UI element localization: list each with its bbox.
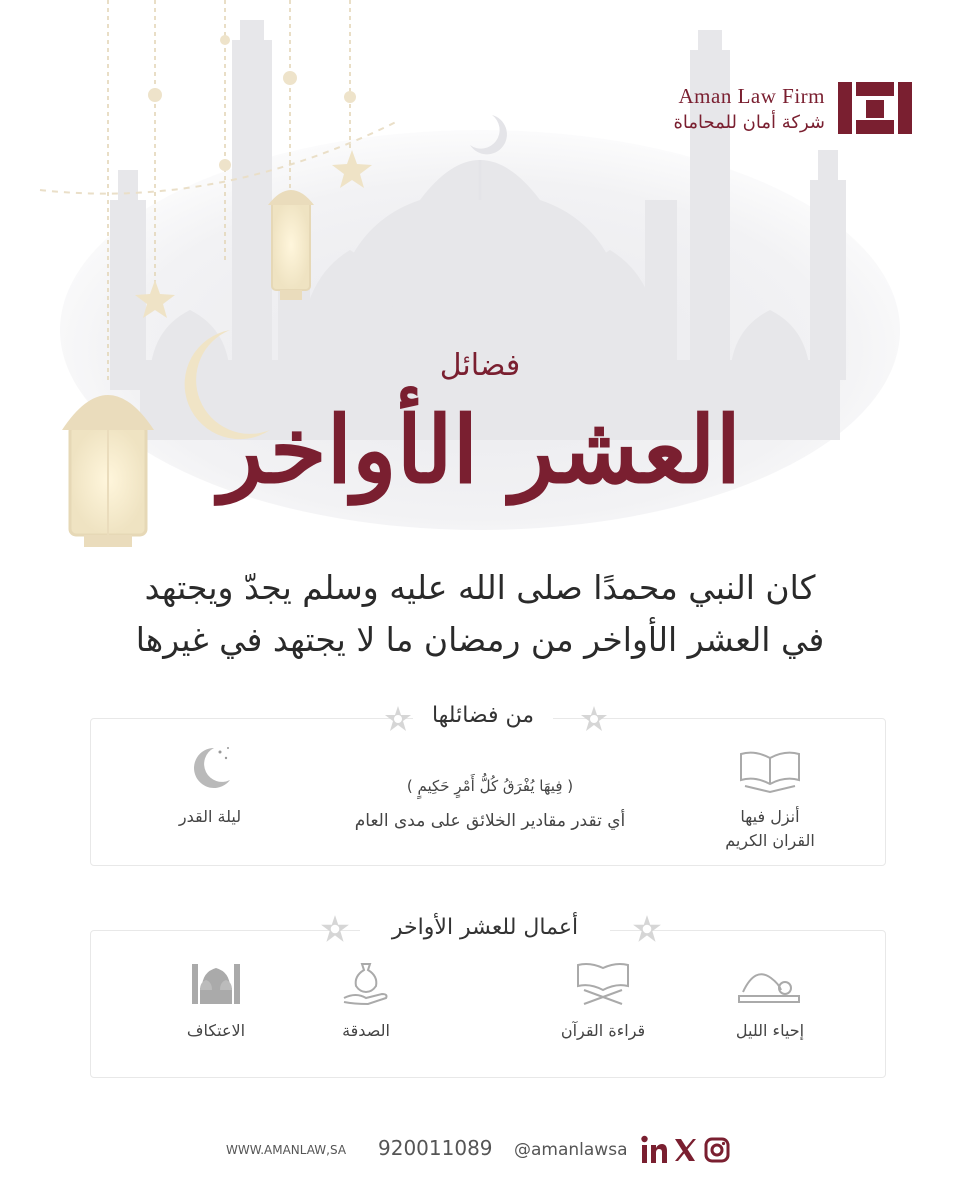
hero-title: العشر الأواخر <box>218 396 742 504</box>
ornament-star-icon <box>384 705 412 733</box>
footer-website[interactable]: WWW.AMANLAW,SA <box>226 1143 347 1157</box>
ornament-star-icon <box>320 914 350 944</box>
mosque-icon <box>188 958 244 1004</box>
deed-label-3: الصدقة <box>342 1021 390 1040</box>
open-quran-icon <box>735 748 805 794</box>
charity-hand-icon <box>342 958 390 1008</box>
virtue-verse-meaning: أي تقدر مقادير الخلائق على مدى العام <box>354 811 626 831</box>
hero-subtitle: فضائل <box>439 348 521 383</box>
deed-label-1: إحياء الليل <box>735 1021 805 1040</box>
hadith-line-1: كان النبي محمدًا صلى الله عليه وسلم يجدّ ويجتهد <box>144 568 816 607</box>
virtues-title: من فضائلها <box>413 703 553 728</box>
crescent-moon-icon <box>188 744 234 790</box>
instagram-icon[interactable] <box>704 1137 730 1163</box>
ornament-star-icon <box>580 705 608 733</box>
virtue-verse: ( فِيهَا يُفْرَقُ كُلُّ أَمْرٍ حَكِيمٍ ) <box>406 777 574 795</box>
quran-stand-icon <box>570 960 636 1006</box>
virtue-quran-line-2: القران الكريم <box>725 831 815 850</box>
footer-handle[interactable]: @amanlawsa <box>514 1140 628 1160</box>
prayer-prostration-icon <box>735 958 803 1006</box>
virtue-qadr-label: ليلة القدر <box>178 807 242 826</box>
footer-phone[interactable]: 920011089 <box>378 1136 493 1160</box>
virtue-quran-line-1: أنزل فيها <box>740 807 800 826</box>
brand-name-english: Aman Law Firm <box>678 84 825 108</box>
aman-logo-icon <box>838 82 912 134</box>
brand-name-arabic: شركة أمان للمحاماة <box>673 112 825 133</box>
linkedin-icon[interactable] <box>641 1135 667 1165</box>
deed-label-2: قراءة القرآن <box>560 1021 646 1040</box>
x-icon[interactable] <box>673 1137 697 1163</box>
ornament-star-icon <box>632 914 662 944</box>
hadith-line-2: في العشر الأواخر من رمضان ما لا يجتهد في غيرها <box>135 620 825 659</box>
deeds-title: أعمال للعشر الأواخر <box>360 915 610 940</box>
deed-label-4: الاعتكاف <box>186 1021 246 1040</box>
